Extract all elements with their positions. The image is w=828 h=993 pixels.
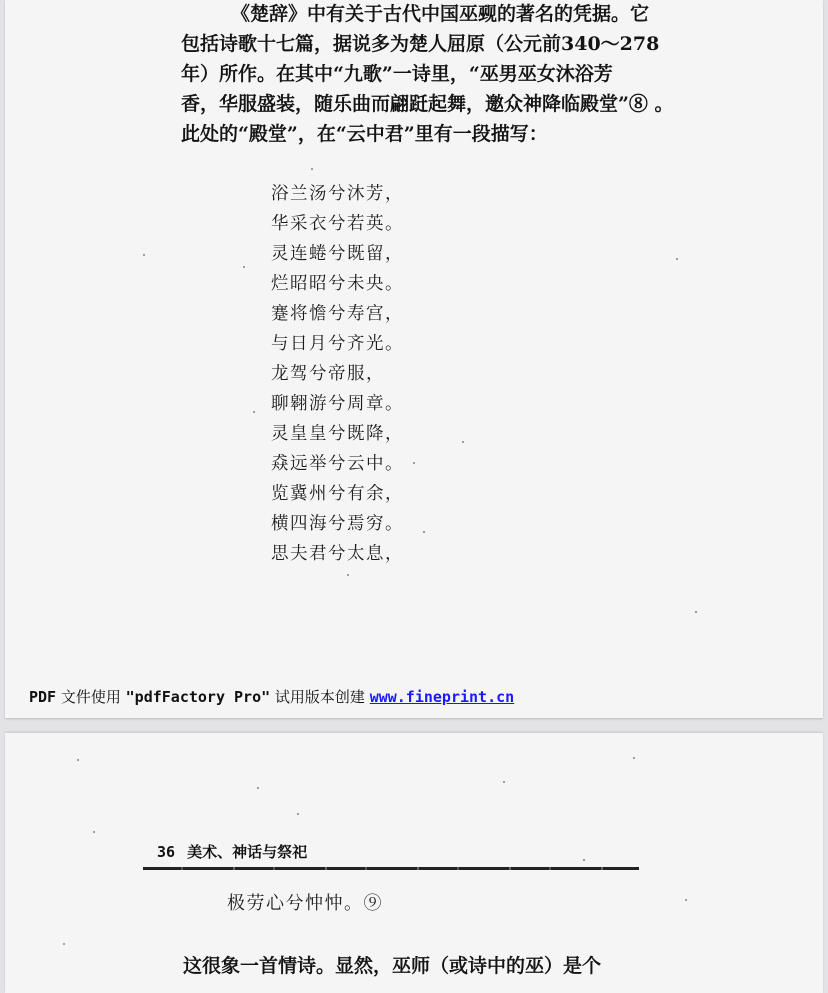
intro-line: 此处的“殿堂”，在“云中君”里有一段描写： — [181, 123, 548, 145]
scan-speck — [503, 781, 505, 783]
poem-line: 极劳心兮忡忡。⑨ — [227, 893, 383, 914]
watermark-product: "pdfFactory Pro" — [125, 688, 271, 706]
poem-line: 聊翱游兮周章。 — [271, 394, 404, 414]
watermark-text: 文件使用 — [56, 688, 126, 706]
watermark-text: 试用版本创建 — [270, 688, 370, 706]
poem-line: 思夫君兮太息， — [271, 544, 404, 564]
scan-speck — [77, 759, 79, 761]
scan-speck — [311, 168, 313, 170]
scan-speck — [695, 611, 697, 613]
poem-line: 与日月兮齐光。 — [271, 334, 404, 354]
poem-line: 猋远举兮云中。 — [271, 454, 404, 474]
poem-line: 浴兰汤兮沐芳， — [271, 184, 404, 204]
page-number: 36 — [157, 843, 176, 861]
scan-speck — [243, 266, 245, 268]
watermark-link[interactable]: www.fineprint.cn — [369, 688, 515, 706]
running-head — [157, 841, 307, 862]
intro-line: 香，华服盛装，随乐曲而翩跹起舞，邀众神降临殿堂”⑧ 。 — [181, 93, 674, 115]
intro-paragraph — [181, 0, 691, 149]
scan-speck — [257, 787, 259, 789]
header-rule — [143, 867, 639, 870]
scan-speck — [633, 757, 635, 759]
poem-line: 灵皇皇兮既降， — [271, 424, 404, 444]
poem-line: 览冀州兮有余， — [271, 484, 404, 504]
pdf-watermark — [29, 686, 514, 707]
scan-speck — [423, 531, 425, 533]
watermark-pdf: PDF — [29, 688, 57, 706]
intro-line: 包括诗歌十七篇，据说多为楚人屈原（公元前340～278 — [181, 33, 660, 55]
scan-speck — [63, 943, 65, 945]
running-title: 美术、神话与祭祀 — [187, 843, 308, 861]
poem-line: 龙驾兮帝服， — [271, 364, 385, 384]
scan-speck — [413, 462, 415, 464]
poem-line: 横四海兮焉穷。 — [271, 514, 404, 534]
scan-speck — [143, 254, 145, 256]
scan-speck — [583, 859, 585, 861]
pdf-page-2 — [5, 733, 823, 993]
poem-line: 蹇将憺兮寿宫， — [271, 304, 404, 324]
intro-line: 年）所作。在其中“九歌”一诗里，“巫男巫女沐浴芳 — [181, 63, 613, 85]
poem-line: 烂昭昭兮未央。 — [271, 274, 404, 294]
poem-quote — [271, 179, 404, 569]
intro-line: 《楚辞》中有关于古代中国巫觋的著名的凭据。它 — [231, 3, 650, 25]
scan-speck — [297, 813, 299, 815]
scan-speck — [676, 258, 678, 260]
scan-speck — [462, 441, 464, 443]
scan-speck — [685, 899, 687, 901]
scan-speck — [93, 831, 95, 833]
scan-speck — [347, 574, 349, 576]
scan-speck — [253, 411, 255, 413]
poem-line: 灵连蜷兮既留， — [271, 244, 404, 264]
pdf-page-1 — [5, 0, 823, 718]
poem-line: 华采衣兮若英。 — [271, 214, 404, 234]
body-line: 这很象一首情诗。显然，巫师（或诗中的巫）是个 — [183, 955, 602, 977]
